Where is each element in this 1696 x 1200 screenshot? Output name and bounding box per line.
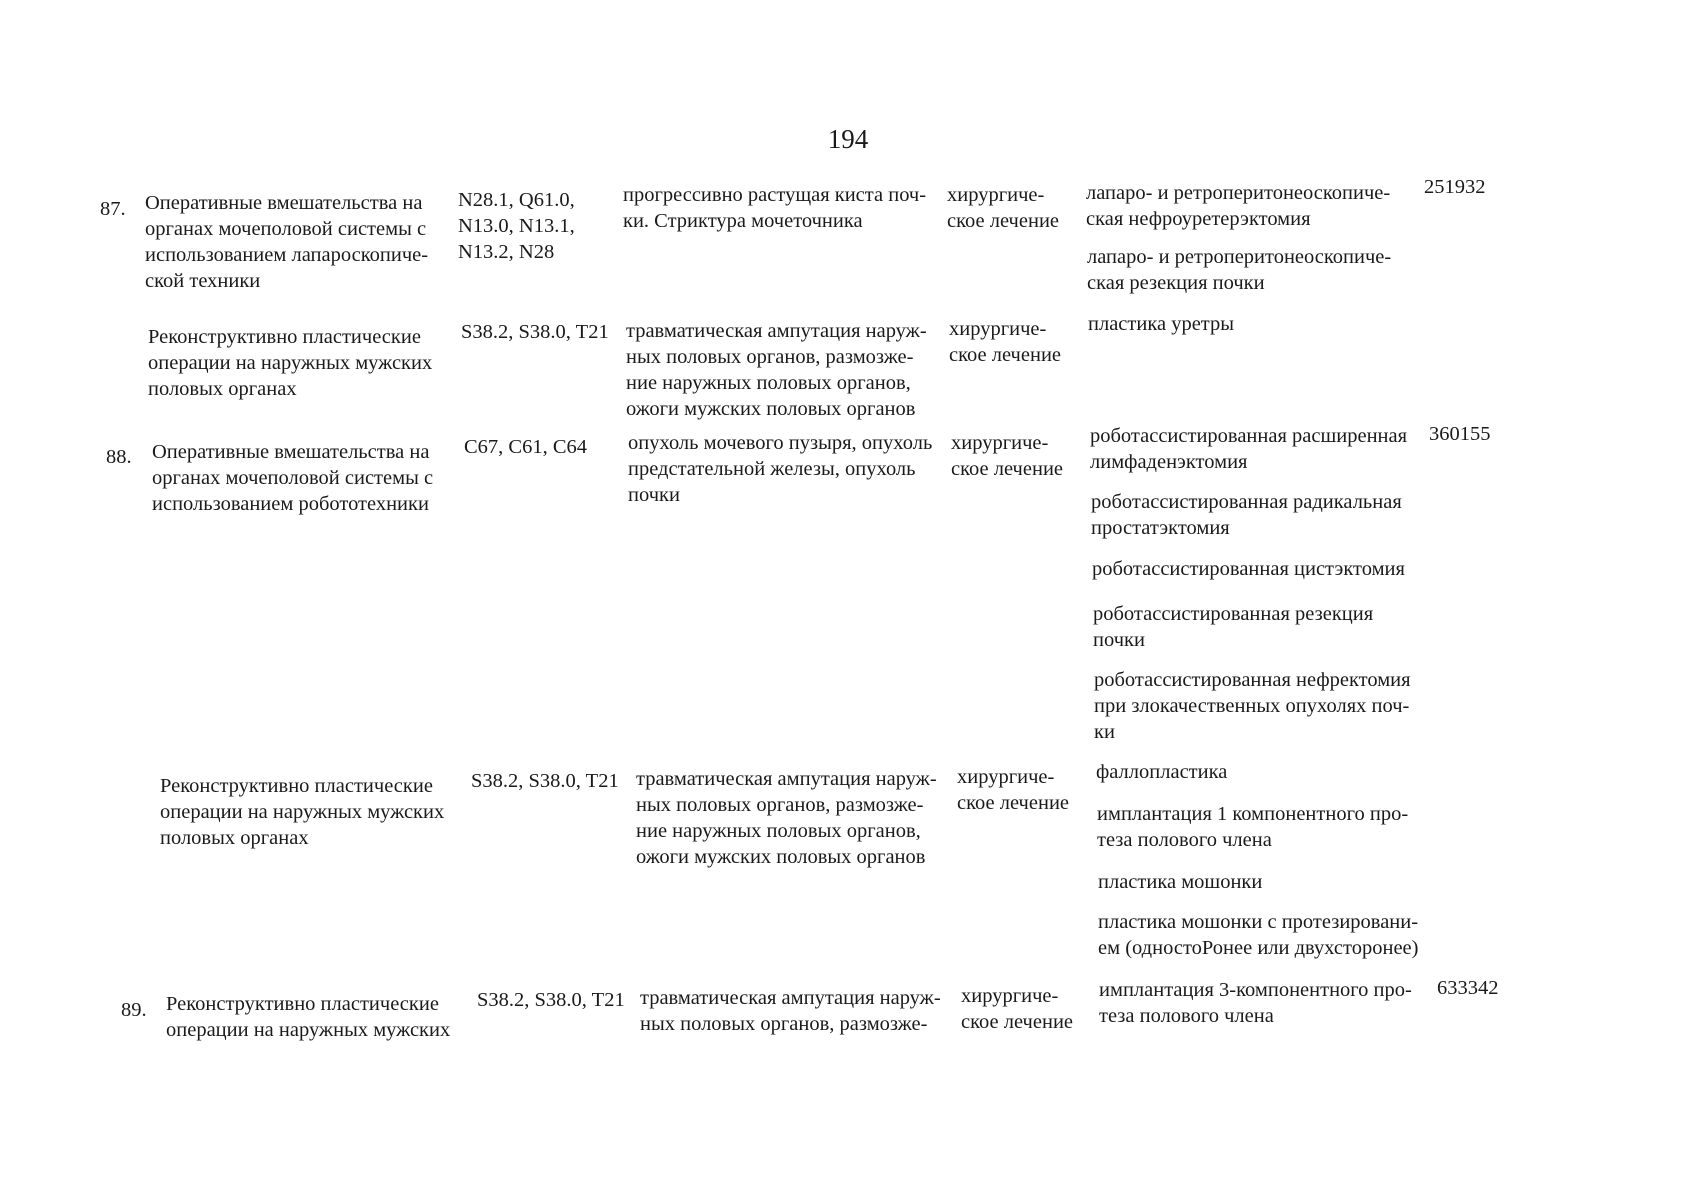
page-number: 194 [827, 124, 869, 154]
treatment-type: хирургиче- ское лечение [949, 318, 1062, 366]
row-number: 89. [121, 999, 147, 1021]
icd-codes: S38.2, S38.0, T21 [461, 321, 609, 343]
treatment-type: хирургиче- ское лечение [951, 432, 1064, 480]
treatment-method: имплантация 1 компонентного про- теза полового члена [1097, 803, 1409, 851]
cost-value: 360155 [1429, 423, 1491, 445]
treatment-type: хирургиче- ское лечение [957, 766, 1070, 814]
intervention-group: Оперативные вмешательства на органах мочеполовой системы с использованием лапароскопиче- ской техники [145, 192, 429, 292]
treatment-method: роботассистированная расширенная лимфаденэктомия [1090, 425, 1408, 473]
treatment-method: пластика мошонки [1098, 871, 1263, 893]
treatment-method: роботассистированная резекция почки [1093, 603, 1374, 651]
icd-codes: N28.1, Q61.0, N13.0, N13.1, N13.2, N28 [458, 189, 575, 263]
treatment-method: лапаро- и ретроперитонеоскопиче- ская резекция почки [1087, 246, 1392, 294]
intervention-group: Реконструктивно пластические операции на наружных мужских половых органах [148, 326, 433, 400]
treatment-method: роботассистированная радикальная простатэктомия [1091, 491, 1402, 539]
patient-model: прогрессивно растущая киста поч- ки. Стриктура мочеточника [623, 184, 927, 232]
row-number: 88. [106, 446, 132, 468]
icd-codes: S38.2, S38.0, T21 [471, 770, 619, 792]
patient-model: травматическая ампутация наруж- ных половых органов, размозже- ние наружных половых органов, ожоги мужских половых органов [626, 320, 927, 420]
intervention-group: Реконструктивно пластические операции на наружных мужских половых органах [160, 775, 445, 849]
treatment-method: лапаро- и ретроперитонеоскопиче- ская нефроуретерэктомия [1086, 182, 1391, 230]
patient-model: травматическая ампутация наруж- ных половых органов, размозже- [640, 987, 941, 1035]
treatment-type: хирургиче- ское лечение [961, 985, 1074, 1033]
cost-value: 251932 [1424, 176, 1486, 198]
treatment-method: пластика мошонки с протезировани- ем (одностоРонее или двухсторонее) [1098, 911, 1419, 959]
cost-value: 633342 [1437, 977, 1499, 999]
treatment-method: имплантация 3-компонентного про- теза полового члена [1099, 979, 1412, 1027]
treatment-method: роботассистированная нефректомия при злокачественных опухолях поч- ки [1094, 669, 1411, 743]
patient-model: опухоль мочевого пузыря, опухоль предстательной железы, опухоль почки [628, 432, 933, 506]
icd-codes: C67, C61, C64 [464, 436, 588, 458]
patient-model: травматическая ампутация наруж- ных половых органов, размозже- ние наружных половых органов, ожоги мужских половых органов [636, 768, 937, 868]
intervention-group: Реконструктивно пластические операции на наружных мужских [166, 993, 451, 1041]
row-number: 87. [100, 198, 126, 220]
treatment-method: роботассистированная цистэктомия [1092, 558, 1405, 580]
intervention-group: Оперативные вмешательства на органах мочеполовой системы с использованием робототехники [152, 441, 434, 515]
treatment-method: фаллопластика [1096, 761, 1228, 783]
icd-codes: S38.2, S38.0, T21 [477, 989, 625, 1011]
treatment-type: хирургиче- ское лечение [947, 184, 1060, 232]
treatment-method: пластика уретры [1088, 313, 1235, 335]
